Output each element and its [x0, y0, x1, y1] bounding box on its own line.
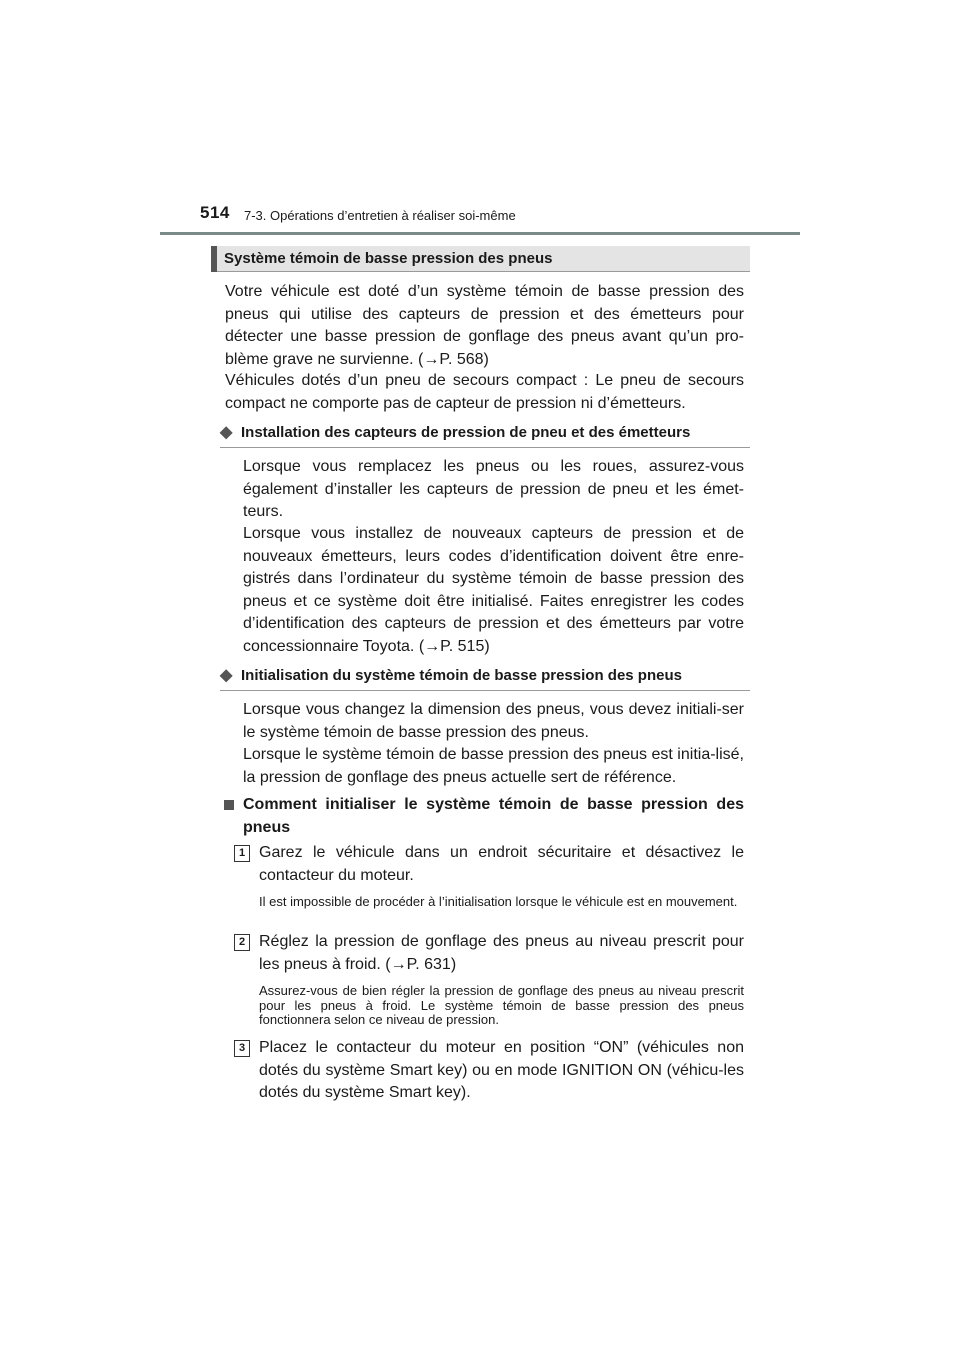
page-number: 514 — [200, 203, 230, 222]
square-icon — [224, 800, 234, 810]
step-badge-1: 1 — [234, 845, 250, 862]
installation-paragraph-1: Lorsque vous remplacez les pneus ou les roues, assurez-vous également d’installer les capteurs de pression de pneu et les émet-teurs. — [243, 458, 744, 520]
initialisation-title: Initialisation du système témoin de basse pression des pneus — [241, 667, 682, 684]
intro-paragraph-2: Véhicules dotés d’un pneu de secours compact : Le pneu de secours compact ne comporte pas de capteur de pression ni d’émetteurs. — [225, 372, 744, 412]
banner-bar — [211, 246, 217, 272]
step-3-text: Placez le contacteur du moteur en position “ON” (véhicules non dotés du système Smart key) ou en mode IGNITION ON (véhicu-les dotés du système Smart key). — [259, 1039, 744, 1101]
chapter-title: 7-3. Opérations d’entretien à réaliser soi-même — [244, 208, 516, 223]
installation-paragraph-2: Lorsque vous installez de nouveaux capteurs de pression et de nouveaux émetteurs, leurs codes d’identification doivent être enre-gistrés dans l’ordinateur du système témoin de basse pression des pneus et ce système doit être initialisé. Faites enregistrer les codes d’identification des capteurs de pression et des émetteurs par votre concessionnaire Toyota. (→P. 515) — [243, 525, 744, 655]
installation-title: Installation des capteurs de pression de pneu et des émetteurs — [241, 424, 691, 441]
installation-heading — [220, 423, 750, 448]
step-1-text: Garez le véhicule dans un endroit sécuritaire et désactivez le contacteur du moteur. — [259, 844, 744, 884]
step-2-text: Réglez la pression de gonflage des pneus au niveau prescrit pour les pneus à froid. (→P. 631) — [259, 933, 744, 973]
step-badge-2: 2 — [234, 934, 250, 951]
diamond-icon: ◆ — [220, 667, 233, 684]
step-2-note: Assurez-vous de bien régler la pression de gonflage des pneus au niveau prescrit pour les pneus à froid. Le système témoin de basse pression des pneus fonctionnera selon ce niveau de pression. — [259, 983, 744, 1027]
intro-paragraph-1: Votre véhicule est doté d’un système témoin de basse pression des pneus qui utilise des capteurs de pression et des émetteurs pour détecter une basse pression de gonflage des pneus avant qu’un pro-blème grave ne survienne. (→P. 568) — [225, 283, 744, 368]
initialisation-heading — [220, 666, 750, 691]
initialisation-paragraph-2: Lorsque le système témoin de basse pression des pneus est initia-lisé, la pression de gonflage des pneus actuelle sert de référence. — [243, 746, 744, 786]
step-badge-3: 3 — [234, 1040, 250, 1057]
how-to-title: Comment initialiser le système témoin de basse pression des pneus — [243, 796, 744, 836]
section-title: Système témoin de basse pression des pneus — [224, 250, 553, 267]
step-1-note: Il est impossible de procéder à l’initialisation lorsque le véhicule est en mouvement. — [259, 894, 738, 909]
header-rule — [160, 232, 800, 235]
initialisation-paragraph-1: Lorsque vous changez la dimension des pneus, vous devez initiali-ser le système témoin de basse pression des pneus. — [243, 701, 744, 741]
diamond-icon: ◆ — [220, 424, 233, 441]
section-banner — [211, 246, 750, 272]
